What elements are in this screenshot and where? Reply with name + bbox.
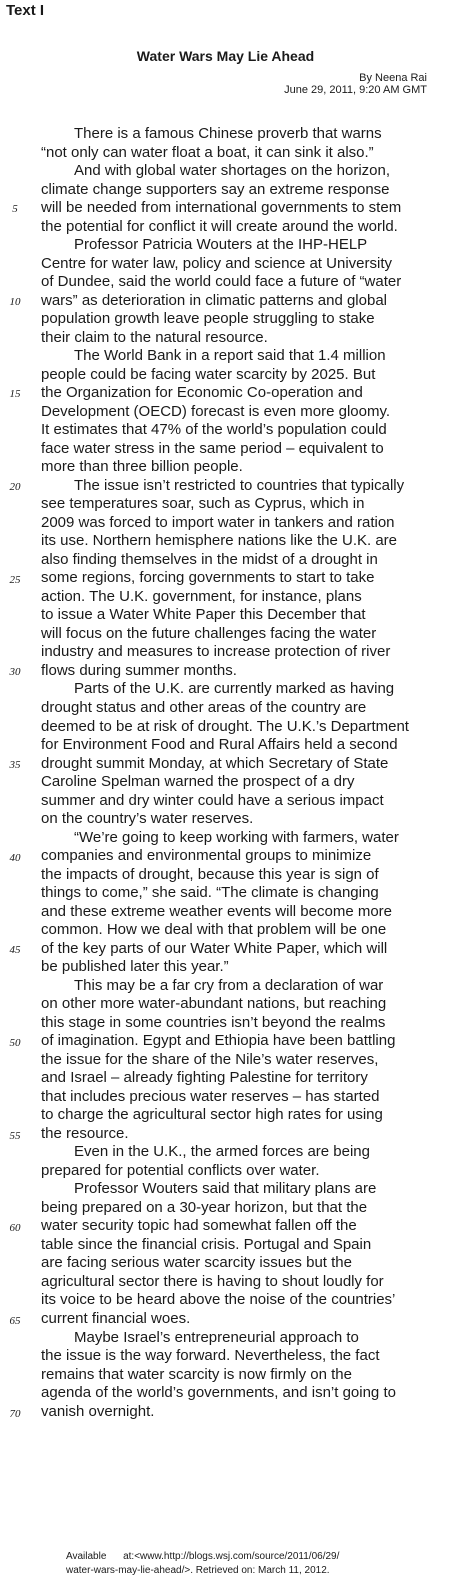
article-line: Professor Patricia Wouters at the IHP-HELP xyxy=(74,236,368,254)
line-number: 30 xyxy=(9,666,21,679)
article-line: Parts of the U.K. are currently marked as having xyxy=(74,680,395,698)
article-line: the impacts of drought, because this year is sign of xyxy=(41,865,379,883)
article-line: The World Bank in a report said that 1.4 million xyxy=(74,347,386,365)
article-line: for Environment Food and Rural Affairs held a second xyxy=(41,736,398,754)
article-line: current financial woes. xyxy=(41,1310,191,1327)
article-line: see temperatures soar, such as Cyprus, which in xyxy=(41,495,365,513)
article-line: flows during summer months. xyxy=(41,661,237,679)
article-line: on other more water-abundant nations, but reaching xyxy=(41,995,387,1013)
line-number: 65 xyxy=(9,1314,21,1327)
article-line: will be needed from international governments to stem xyxy=(41,199,402,217)
line-number: 60 xyxy=(9,1222,21,1235)
article-line: more than three billion people. xyxy=(41,458,243,476)
article-line: and Israel – already fighting Palestine for territory xyxy=(41,1069,368,1087)
line-number: 20 xyxy=(9,481,21,494)
article-line: companies and environmental groups to minimize xyxy=(41,847,372,865)
article-line: things to come,” she said. “The climate is changing xyxy=(41,884,379,902)
article-line: population growth leave people struggling to stake xyxy=(41,310,375,328)
article-line: are facing serious water scarcity issues but the xyxy=(41,1254,352,1272)
article-line: also finding themselves in the midst of a drought in xyxy=(41,550,378,568)
article-line: “not only can water float a boat, it can sink it also.” xyxy=(41,143,374,161)
line-number: 70 xyxy=(9,1407,21,1420)
article-line: to issue a Water White Paper this December that xyxy=(41,606,366,624)
article-line: that includes precious water reserves – has started xyxy=(41,1087,380,1105)
byline-date: June 29, 2011, 9:20 AM GMT xyxy=(284,84,427,96)
article-line: agricultural sector there is having to shout loudly for xyxy=(41,1272,384,1290)
article-line: will focus on the future challenges facing the water xyxy=(41,624,377,642)
article-line: be published later this year.” xyxy=(41,958,229,976)
article-line: its voice to be heard above the noise of the countries’ xyxy=(41,1291,396,1309)
line-number: 15 xyxy=(9,388,21,401)
article-line: Centre for water law, policy and science at University xyxy=(41,254,392,272)
article-line: prepared for potential conflicts over water. xyxy=(41,1161,320,1179)
article-line: of Dundee, said the world could face a future of “water xyxy=(41,273,402,291)
article-line: being prepared on a 30-year horizon, but that the xyxy=(41,1198,368,1216)
article-line: drought summit Monday, at which Secretary of State xyxy=(41,754,389,772)
article-line: drought status and other areas of the country are xyxy=(41,698,367,716)
line-number: 25 xyxy=(9,573,21,586)
article-title: Water Wars May Lie Ahead xyxy=(136,48,315,64)
source-line-1: Available at:<www.http://blogs.wsj.com/source/2011/06/29/ xyxy=(66,1551,340,1562)
article-line: table since the financial crisis. Portugal and Spain xyxy=(41,1235,372,1253)
article-line: face water stress in the same period – equivalent to xyxy=(41,439,384,457)
article-body xyxy=(41,125,427,1421)
article-line: Even in the U.K., the armed forces are being xyxy=(74,1143,370,1161)
text-label: Text I xyxy=(6,2,45,19)
article-line: common. How we deal with that problem will be one xyxy=(41,921,387,939)
article-line: Caroline Spelman warned the prospect of a dry xyxy=(41,773,355,791)
article-line: their claim to the natural resource. xyxy=(41,328,268,346)
article-line: Development (OECD) forecast is even more gloomy. xyxy=(41,402,391,420)
article-line: Professor Wouters said that military plans are xyxy=(74,1180,377,1198)
line-number: 45 xyxy=(9,944,21,957)
line-number: 50 xyxy=(9,1036,21,1049)
article-line: Maybe Israel’s entrepreneurial approach to xyxy=(74,1328,359,1346)
line-number: 10 xyxy=(9,295,21,308)
article-line: of imagination. Egypt and Ethiopia have been battling xyxy=(41,1032,396,1050)
line-number: 35 xyxy=(9,759,21,772)
article-line: its use. Northern hemisphere nations like the U.K. are xyxy=(41,532,398,550)
byline-author: By Neena Rai xyxy=(359,72,427,84)
article-line: summer and dry winter could have a serious impact xyxy=(41,791,384,809)
article-line: industry and measures to increase protection of river xyxy=(41,643,391,661)
article-line: the issue is the way forward. Nevertheless, the fact xyxy=(41,1347,380,1365)
article-line: This may be a far cry from a declaration of war xyxy=(74,976,384,994)
article-line: action. The U.K. government, for instance, plans xyxy=(41,587,362,605)
article-line: to charge the agricultural sector high rates for using xyxy=(41,1106,383,1124)
line-number: 40 xyxy=(9,851,21,864)
article-line: The issue isn’t restricted to countries that typically xyxy=(74,476,405,494)
article-line: “We’re going to keep working with farmers, water xyxy=(74,828,399,846)
article-line: deemed to be at risk of drought. The U.K.’s Department xyxy=(41,717,409,735)
article-line: this stage in some countries isn’t beyond the realms xyxy=(41,1013,386,1031)
article-line: remains that water scarcity is now firmly on the xyxy=(41,1365,352,1383)
line-number: 55 xyxy=(9,1129,21,1142)
article-line: climate change supporters say an extreme response xyxy=(41,180,390,198)
article-line: of the key parts of our Water White Paper, which will xyxy=(41,939,388,957)
article-line: and these extreme weather events will become more xyxy=(41,902,393,920)
line-number: 5 xyxy=(12,203,18,216)
byline xyxy=(284,72,427,96)
article-line: agenda of the world’s governments, and isn’t going to xyxy=(41,1384,396,1402)
source-citation xyxy=(66,1550,339,1578)
article-line: the issue for the share of the Nile’s water reserves, xyxy=(41,1050,379,1068)
article-line: on the country’s water reserves. xyxy=(41,810,254,828)
article-line: the Organization for Economic Co-operation and xyxy=(41,384,363,402)
article-line: And with global water shortages on the horizon, xyxy=(74,162,391,180)
source-line-2: water-wars-may-lie-ahead/>. Retrieved on: March 11, 2012. xyxy=(66,1565,330,1576)
article-line: the resource. xyxy=(41,1124,129,1142)
article-line: some regions, forcing governments to start to take xyxy=(41,569,375,587)
article-line: 2009 was forced to import water in tankers and ration xyxy=(41,513,395,531)
article-line: water security topic had somewhat fallen off the xyxy=(41,1217,357,1235)
article-line: It estimates that 47% of the world’s population could xyxy=(41,421,387,439)
article-line: people could be facing water scarcity by 2025. But xyxy=(41,365,376,383)
article-line: vanish overnight. xyxy=(41,1402,155,1420)
article-line: the potential for conflict it will create around the world. xyxy=(41,217,398,235)
article-line: There is a famous Chinese proverb that warns xyxy=(74,125,382,142)
article-line: wars” as deterioration in climatic patterns and global xyxy=(41,291,388,309)
